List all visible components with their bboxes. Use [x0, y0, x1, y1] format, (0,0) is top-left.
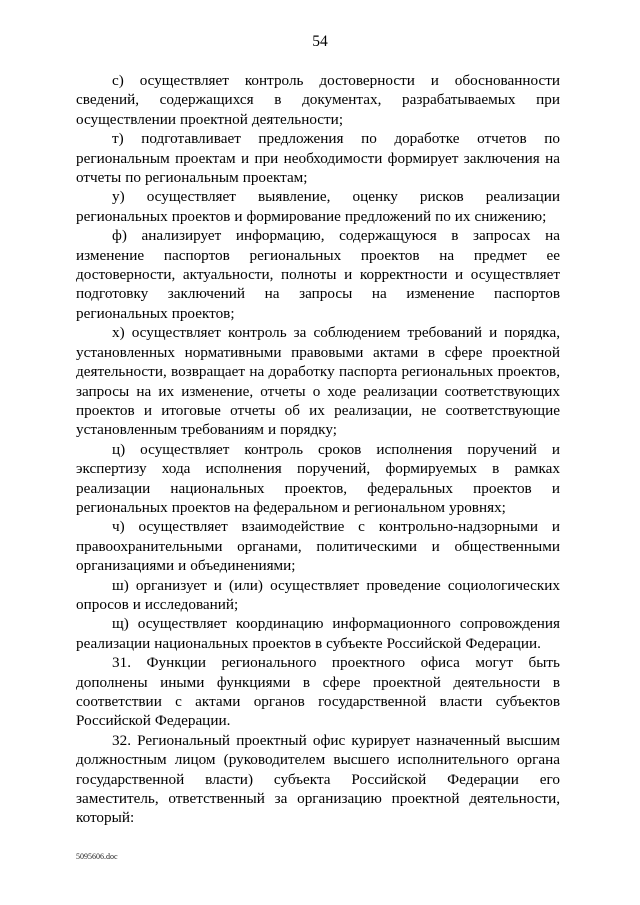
paragraph-item-ts: ц) осуществляет контроль сроков исполнения поручений и экспертизу хода исполнения поручений, формируемых в рамках реализации национальных проектов, федеральных проектов и региональных проектов на федеральном и региональном уровнях;: [76, 440, 560, 516]
paragraph-item-ch: ч) осуществляет взаимодействие с контрольно-надзорными и правоохранительными органами, политическими и общественными организациями и объединениями;: [76, 518, 560, 575]
paragraph-item-u: у) осуществляет выявление, оценку рисков реализации региональных проектов и формирование предложений по их снижению;: [76, 188, 560, 225]
paragraph-item-kh: х) осуществляет контроль за соблюдением требований и порядка, установленных нормативными правовыми актами в сфере проектной деятельности, возвращает на доработку паспорта региональных проектов, запросы на их изменение, отчеты о ходе реализации соответствующих проектов и итоговые отчеты об их реализации, не соответствующие установленным требованиям и порядку;: [76, 324, 560, 439]
paragraph-item-f: ф) анализирует информацию, содержащуюся в запросах на изменение паспортов региональных проектов на предмет ее достоверности, актуальности, полноты и корректности и осуществляет подготовку заключений на запросы на изменение паспортов региональных проектов;: [76, 227, 560, 322]
paragraph-item-sh: ш) организует и (или) осуществляет проведение социологических опросов и исследований;: [76, 576, 560, 613]
paragraph-item-t: т) подготавливает предложения по доработке отчетов по региональным проектам и при необходимости формирует заключения на отчеты по региональным проектам;: [76, 130, 560, 187]
paragraph-31: 31. Функции регионального проектного офиса могут быть дополнены иными функциями в сфере проектной деятельности в соответствии с актами органов государственной власти субъектов Российской Федерации.: [76, 654, 560, 730]
paragraph-item-shch: щ) осуществляет координацию информационного сопровождения реализации национальных проектов в субъекте Российской Федерации.: [76, 615, 560, 652]
paragraph-32: 32. Региональный проектный офис курирует назначенный высшим должностным лицом (руководителем высшего исполнительного органа государственной власти) субъекта Российской Федерации его заместитель, ответственный за организацию проектной деятельности, который:: [76, 731, 560, 827]
page-number: 54: [312, 33, 328, 50]
document-body: [76, 71, 560, 828]
paragraph-item-s: с) осуществляет контроль достоверности и обоснованности сведений, содержащихся в документах, разрабатываемых при осуществлении проектной деятельности;: [76, 72, 560, 128]
document-file-code: 5095606.doc: [76, 852, 118, 861]
